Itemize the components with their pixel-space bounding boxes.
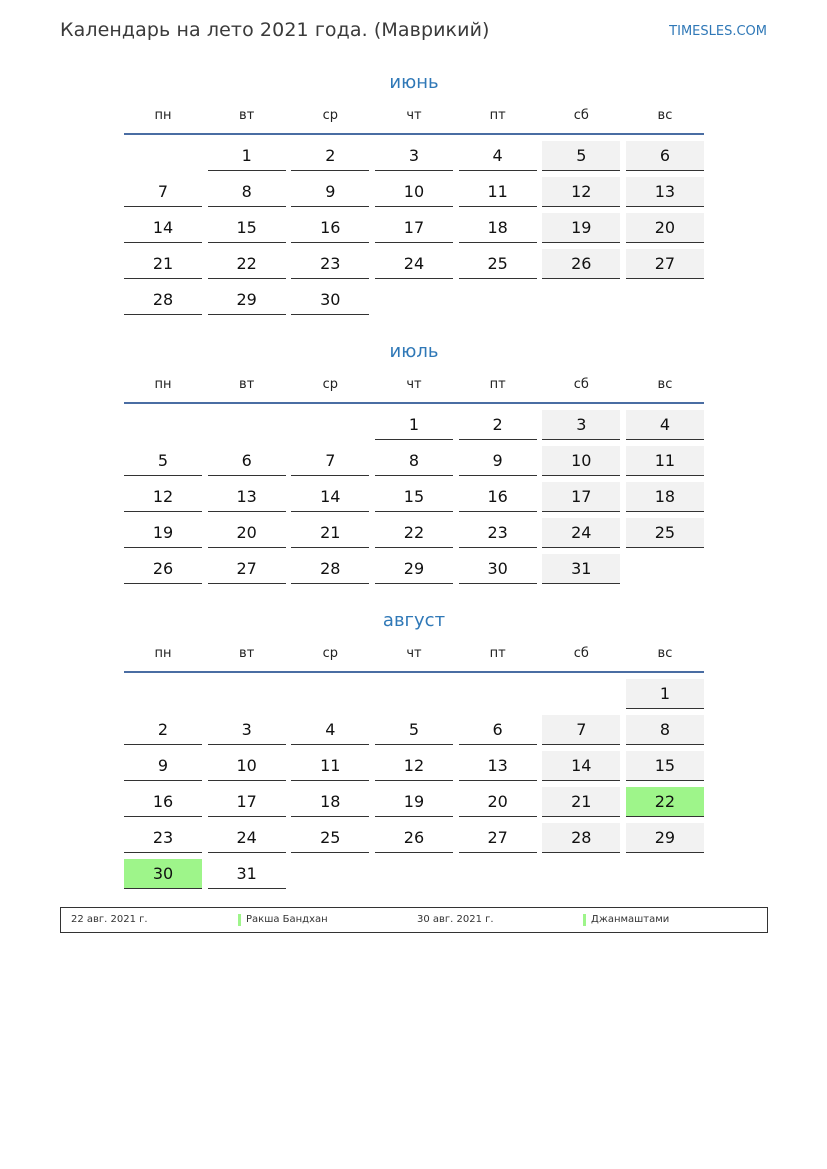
day-cell: 18 <box>459 213 537 243</box>
day-cell: 24 <box>208 823 286 853</box>
weekend-day-cell: 25 <box>626 518 704 548</box>
day-cell: 7 <box>291 446 369 476</box>
empty-cell <box>208 679 286 709</box>
day-cell: 23 <box>459 518 537 548</box>
weekday-label: вс <box>657 646 673 661</box>
weekend-day-cell: 21 <box>542 787 620 817</box>
day-cell: 9 <box>124 751 202 781</box>
week-row <box>124 713 704 749</box>
empty-cell <box>291 859 369 889</box>
weekend-day-cell: 12 <box>542 177 620 207</box>
day-cell: 15 <box>375 482 453 512</box>
day-cell: 11 <box>459 177 537 207</box>
day-cell: 14 <box>291 482 369 512</box>
day-cell: 31 <box>208 859 286 889</box>
day-cell: 10 <box>208 751 286 781</box>
empty-cell <box>459 285 537 315</box>
weekday-label: сб <box>573 646 589 661</box>
empty-cell <box>459 679 537 709</box>
day-cell: 2 <box>291 141 369 171</box>
weekday-label: чт <box>406 646 422 661</box>
weeks-grid <box>124 673 704 893</box>
legend-date: 30 авг. 2021 г. <box>417 914 494 925</box>
day-cell: 1 <box>375 410 453 440</box>
day-cell: 6 <box>208 446 286 476</box>
day-cell: 18 <box>291 787 369 817</box>
empty-cell <box>626 859 704 889</box>
month-title: август <box>382 610 446 631</box>
day-cell: 15 <box>208 213 286 243</box>
empty-cell <box>124 141 202 171</box>
day-cell: 5 <box>124 446 202 476</box>
holiday-color-swatch <box>238 914 241 926</box>
holiday-color-swatch <box>583 914 586 926</box>
week-row <box>124 211 704 247</box>
day-cell: 22 <box>375 518 453 548</box>
weekday-label: сб <box>573 377 589 392</box>
empty-cell <box>542 285 620 315</box>
day-cell: 30 <box>291 285 369 315</box>
weekend-day-cell: 13 <box>626 177 704 207</box>
day-cell: 4 <box>291 715 369 745</box>
weekday-label: ср <box>322 108 339 123</box>
day-cell: 13 <box>459 751 537 781</box>
day-cell: 24 <box>375 249 453 279</box>
day-cell: 28 <box>291 554 369 584</box>
week-row <box>124 749 704 785</box>
day-cell: 20 <box>208 518 286 548</box>
day-cell: 10 <box>375 177 453 207</box>
weekend-day-cell: 29 <box>626 823 704 853</box>
day-cell: 27 <box>459 823 537 853</box>
weekday-label: пн <box>154 108 172 123</box>
weekday-label: пт <box>489 646 506 661</box>
empty-cell <box>124 679 202 709</box>
day-cell: 16 <box>124 787 202 817</box>
day-cell: 23 <box>291 249 369 279</box>
weekend-day-cell: 17 <box>542 482 620 512</box>
weekend-day-cell: 18 <box>626 482 704 512</box>
week-row <box>124 247 704 283</box>
weekday-label: ср <box>322 377 339 392</box>
weekday-label: пт <box>489 377 506 392</box>
day-cell: 25 <box>291 823 369 853</box>
week-row <box>124 677 704 713</box>
weekday-label: сб <box>573 108 589 123</box>
month-august <box>124 608 704 893</box>
weekend-day-cell: 6 <box>626 141 704 171</box>
empty-cell <box>375 679 453 709</box>
day-cell: 17 <box>375 213 453 243</box>
empty-cell <box>291 410 369 440</box>
day-cell: 29 <box>208 285 286 315</box>
day-cell: 16 <box>459 482 537 512</box>
week-row <box>124 175 704 211</box>
empty-cell <box>124 410 202 440</box>
site-link[interactable]: TIMESLES.COM <box>669 24 767 39</box>
day-cell: 11 <box>291 751 369 781</box>
week-row <box>124 857 704 893</box>
week-row <box>124 480 704 516</box>
day-cell: 5 <box>375 715 453 745</box>
day-cell: 23 <box>124 823 202 853</box>
day-cell: 21 <box>124 249 202 279</box>
holiday-legend <box>60 907 768 933</box>
weekday-header <box>124 643 704 673</box>
weekday-label: чт <box>406 108 422 123</box>
weekday-header <box>124 105 704 135</box>
day-cell: 27 <box>208 554 286 584</box>
month-july <box>124 339 704 588</box>
day-cell: 17 <box>208 787 286 817</box>
empty-cell <box>626 554 704 584</box>
weekend-day-cell: 26 <box>542 249 620 279</box>
page-title: Календарь на лето 2021 года. (Маврикий) <box>60 19 490 41</box>
week-row <box>124 516 704 552</box>
empty-cell <box>542 859 620 889</box>
weekday-label: вт <box>239 646 255 661</box>
day-cell: 9 <box>459 446 537 476</box>
empty-cell <box>626 285 704 315</box>
month-june <box>124 70 704 319</box>
day-cell: 12 <box>375 751 453 781</box>
day-cell: 29 <box>375 554 453 584</box>
holiday-day-cell: 22 <box>626 787 704 817</box>
weekend-day-cell: 20 <box>626 213 704 243</box>
weekend-day-cell: 31 <box>542 554 620 584</box>
day-cell: 20 <box>459 787 537 817</box>
day-cell: 21 <box>291 518 369 548</box>
day-cell: 28 <box>124 285 202 315</box>
weekend-day-cell: 24 <box>542 518 620 548</box>
empty-cell <box>459 859 537 889</box>
day-cell: 26 <box>124 554 202 584</box>
day-cell: 30 <box>459 554 537 584</box>
weekend-day-cell: 8 <box>626 715 704 745</box>
week-row <box>124 785 704 821</box>
weekday-label: вт <box>239 377 255 392</box>
weekend-day-cell: 14 <box>542 751 620 781</box>
weekend-day-cell: 15 <box>626 751 704 781</box>
weekday-label: ср <box>322 646 339 661</box>
day-cell: 7 <box>124 177 202 207</box>
week-row <box>124 552 704 588</box>
day-cell: 26 <box>375 823 453 853</box>
empty-cell <box>375 285 453 315</box>
day-cell: 12 <box>124 482 202 512</box>
day-cell: 1 <box>208 141 286 171</box>
weekday-header <box>124 374 704 404</box>
day-cell: 4 <box>459 141 537 171</box>
weekend-day-cell: 19 <box>542 213 620 243</box>
weekday-label: пт <box>489 108 506 123</box>
week-row <box>124 444 704 480</box>
day-cell: 8 <box>208 177 286 207</box>
week-row <box>124 821 704 857</box>
day-cell: 3 <box>208 715 286 745</box>
weekday-label: вс <box>657 108 673 123</box>
empty-cell <box>542 679 620 709</box>
day-cell: 19 <box>375 787 453 817</box>
month-title: июль <box>389 341 439 362</box>
week-row <box>124 408 704 444</box>
day-cell: 3 <box>375 141 453 171</box>
weekend-day-cell: 10 <box>542 446 620 476</box>
day-cell: 9 <box>291 177 369 207</box>
day-cell: 6 <box>459 715 537 745</box>
month-title: июнь <box>389 72 439 93</box>
week-row <box>124 283 704 319</box>
weeks-grid <box>124 404 704 588</box>
empty-cell <box>208 410 286 440</box>
day-cell: 25 <box>459 249 537 279</box>
legend-date: 22 авг. 2021 г. <box>71 914 148 925</box>
weekend-day-cell: 27 <box>626 249 704 279</box>
weekday-label: пн <box>154 646 172 661</box>
weekday-label: вс <box>657 377 673 392</box>
weekend-day-cell: 28 <box>542 823 620 853</box>
day-cell: 22 <box>208 249 286 279</box>
day-cell: 13 <box>208 482 286 512</box>
day-cell: 16 <box>291 213 369 243</box>
day-cell: 2 <box>124 715 202 745</box>
weekend-day-cell: 11 <box>626 446 704 476</box>
holiday-day-cell: 30 <box>124 859 202 889</box>
weekday-label: пн <box>154 377 172 392</box>
weekday-label: вт <box>239 108 255 123</box>
legend-holiday-name: Джанмаштами <box>591 914 670 925</box>
week-row <box>124 139 704 175</box>
weekend-day-cell: 5 <box>542 141 620 171</box>
day-cell: 19 <box>124 518 202 548</box>
weekend-day-cell: 1 <box>626 679 704 709</box>
day-cell: 8 <box>375 446 453 476</box>
weekend-day-cell: 3 <box>542 410 620 440</box>
day-cell: 2 <box>459 410 537 440</box>
weekend-day-cell: 4 <box>626 410 704 440</box>
weekday-label: чт <box>406 377 422 392</box>
empty-cell <box>375 859 453 889</box>
day-cell: 14 <box>124 213 202 243</box>
weekend-day-cell: 7 <box>542 715 620 745</box>
weeks-grid <box>124 135 704 319</box>
legend-holiday-name: Ракша Бандхан <box>246 914 328 925</box>
empty-cell <box>291 679 369 709</box>
